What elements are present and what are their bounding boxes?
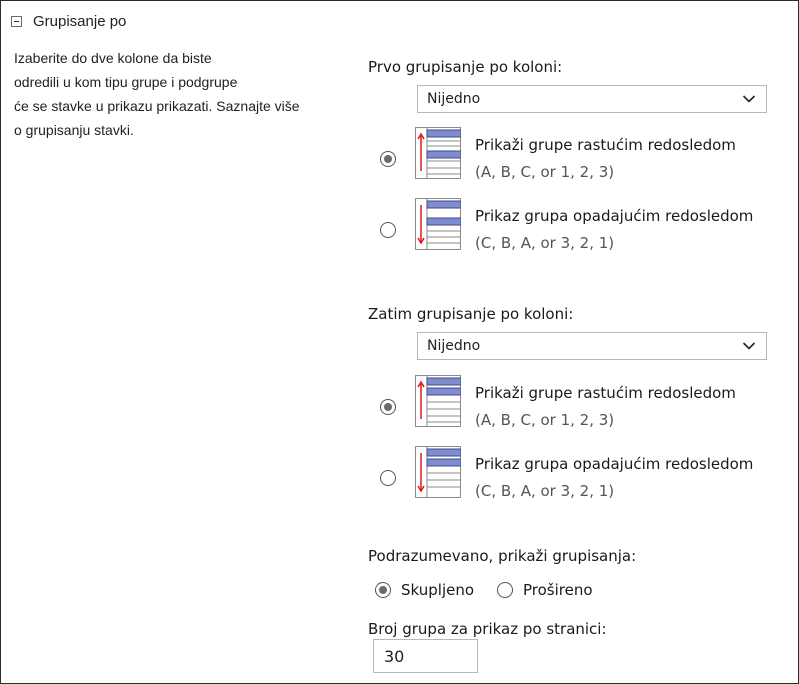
first-group-label: Prvo grupisanje po koloni:: [368, 58, 563, 76]
default-display-label: Podrazumevano, prikaži grupisanja:: [368, 547, 637, 565]
first-group-ascending-radio[interactable]: [380, 151, 396, 167]
first-group-descending-radio[interactable]: [380, 222, 396, 238]
second-group-ascending-sub: (A, B, C, or 1, 2, 3): [475, 411, 615, 429]
chevron-down-icon: [742, 92, 756, 106]
second-group-ascending-title: Prikaži grupe rastućim redosledom: [475, 384, 736, 402]
section-description: [14, 46, 354, 142]
collapse-icon[interactable]: [11, 16, 22, 27]
second-group-descending-title: Prikaz grupa opadajućim redosledom: [475, 455, 754, 473]
description-line: Izaberite do dve kolone da biste: [14, 50, 212, 66]
collapsed-radio[interactable]: [375, 582, 391, 598]
first-group-ascending-title: Prikaži grupe rastućim redosledom: [475, 136, 736, 154]
section-header[interactable]: [11, 13, 126, 30]
first-group-ascending-sub: (A, B, C, or 1, 2, 3): [475, 163, 615, 181]
first-group-dropdown[interactable]: [417, 85, 767, 113]
description-line: odredili u kom tipu grupe i podgrupe: [14, 74, 238, 90]
description-line: o grupisanju stavki.: [14, 122, 134, 138]
expanded-radio[interactable]: [497, 582, 513, 598]
first-group-descending-title: Prikaz grupa opadajućim redosledom: [475, 207, 754, 225]
sort-ascending-icon: [415, 127, 461, 179]
first-group-dropdown-value: Nijedno: [427, 91, 481, 107]
second-group-descending-sub: (C, B, A, or 3, 2, 1): [475, 482, 615, 500]
second-group-descending-radio[interactable]: [380, 470, 396, 486]
collapsed-label[interactable]: Skupljeno: [401, 581, 475, 599]
groups-per-page-input[interactable]: [373, 639, 478, 673]
description-line: će se stavke u prikazu prikazati. Saznajte više: [14, 98, 300, 114]
first-group-descending-sub: (C, B, A, or 3, 2, 1): [475, 234, 615, 252]
sort-descending-icon: [415, 198, 461, 250]
section-title: Grupisanje po: [33, 13, 127, 30]
chevron-down-icon: [742, 339, 756, 353]
second-group-dropdown[interactable]: [417, 332, 767, 360]
sort-descending-icon: [415, 446, 461, 498]
sort-ascending-icon: [415, 375, 461, 427]
second-group-ascending-radio[interactable]: [380, 399, 396, 415]
second-group-dropdown-value: Nijedno: [427, 338, 481, 354]
expanded-label[interactable]: Prošireno: [523, 581, 593, 599]
second-group-label: Zatim grupisanje po koloni:: [368, 305, 574, 323]
groups-per-page-label: Broj grupa za prikaz po stranici:: [368, 620, 607, 638]
